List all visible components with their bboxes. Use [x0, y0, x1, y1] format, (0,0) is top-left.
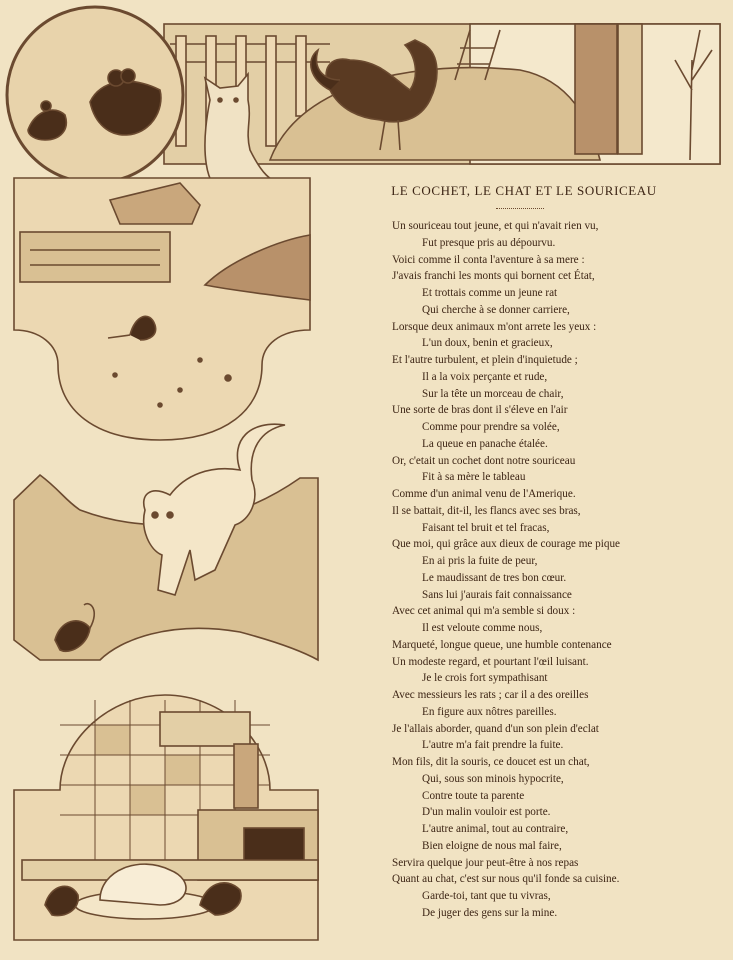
farmyard-scene — [164, 24, 720, 192]
barn-door-drawing — [575, 24, 617, 154]
poem-line: Lorsque deux animaux m'ont arrete les yeux : — [392, 320, 597, 333]
poem-line: Avec cet animal qui m'a semble si doux : — [392, 605, 576, 618]
yard-panel — [14, 178, 310, 440]
poem-line: Une sorte de bras dont il s'éleve en l'air — [392, 404, 568, 417]
poem-line: De juger des gens sur la mine. — [422, 906, 558, 919]
poem-line: Il a la voix perçante et rude, — [422, 370, 548, 383]
hood-drawing — [160, 712, 250, 746]
poem-line: Je l'allais aborder, quand d'un son plein d'eclat — [392, 722, 599, 735]
poem-line: Et trottais comme un jeune rat — [422, 287, 558, 299]
poem-line: Le maudissant de tres bon cœur. — [422, 571, 567, 584]
poem-line: Faisant tel bruit et tel fracas, — [422, 521, 550, 534]
poem-line: Qui cherche à se donner carriere, — [422, 303, 570, 316]
poem-line: Un souriceau tout jeune, et qui n'avait rien vu, — [392, 220, 599, 232]
poem-line: Qui, sous son minois hypocrite, — [422, 772, 564, 785]
poem-line: L'autre m'a fait prendre la fuite. — [422, 739, 564, 752]
poem-text — [392, 218, 712, 922]
poem-line: Il se battait, dit-il, les flancs avec ses bras, — [392, 504, 581, 517]
poem-line: Que moi, qui grâce aux dieux de courage me pique — [392, 538, 621, 551]
poem-line: Quant au chat, c'est sur nous qu'il fonde sa cuisine. — [392, 873, 620, 886]
mice-medallion — [7, 7, 183, 183]
mouse-trap-drawing — [20, 232, 170, 282]
poem-title: LE COCHET, LE CHAT ET LE SOURICEAU — [391, 183, 657, 198]
poem-line: Je le crois fort sympathisant — [422, 672, 548, 685]
poem-line: L'un doux, benin et gracieux, — [422, 337, 553, 350]
poem-line: Avec messieurs les rats ; car il a des oreilles — [392, 689, 589, 701]
stovepipe-drawing — [234, 744, 258, 808]
poem-line: Comme pour prendre sa volée, — [422, 421, 560, 433]
title-divider — [496, 208, 544, 209]
jumping-cat-panel — [14, 424, 318, 660]
poem-line: Servira quelque jour peut-être à nos repas — [392, 856, 579, 869]
poem-line: Et l'autre turbulent, et plein d'inquietude ; — [392, 354, 578, 366]
poem-line: Voici comme il conta l'aventure à sa mere : — [392, 253, 585, 266]
poem-line: Or, c'etait un cochet dont notre souriceau — [392, 454, 576, 467]
poem-line: Fit à sa mère le tableau — [422, 471, 526, 484]
poem-line: Sur la tête un morceau de chair, — [422, 387, 564, 400]
poem-line: En figure aux nôtres pareilles. — [422, 705, 557, 718]
poem-line: D'un malin vouloir est porte. — [422, 806, 551, 819]
poem-line: Contre toute ta parente — [422, 789, 525, 802]
poem-line: En ai pris la fuite de peur, — [422, 555, 538, 567]
poem-line: L'autre animal, tout au contraire, — [422, 823, 569, 835]
kitchen-panel — [14, 695, 318, 940]
poem-line: Sans lui j'aurais fait connaissance — [422, 588, 572, 601]
poem-line: Garde-toi, tant que tu vivras, — [422, 890, 551, 902]
poem-line: Comme d'un animal venu de l'Amerique. — [392, 488, 576, 500]
poem-line: Il est veloute comme nous, — [422, 622, 543, 634]
poem-line: Fut presque pris au dépourvu. — [422, 236, 556, 249]
poem-line: Mon fils, dit la souris, ce doucet est un chat, — [392, 756, 590, 768]
poem-line: La queue en panache étalée. — [422, 437, 548, 450]
poem-line: Bien eloigne de nous mal faire, — [422, 839, 562, 852]
poem-line: Marqueté, longue queue, une humble contenance — [392, 638, 612, 651]
poem-line: Un modeste regard, et pourtant l'œil luisant. — [392, 655, 589, 668]
poem-line: J'avais franchi les monts qui bornent cet État, — [392, 270, 595, 283]
